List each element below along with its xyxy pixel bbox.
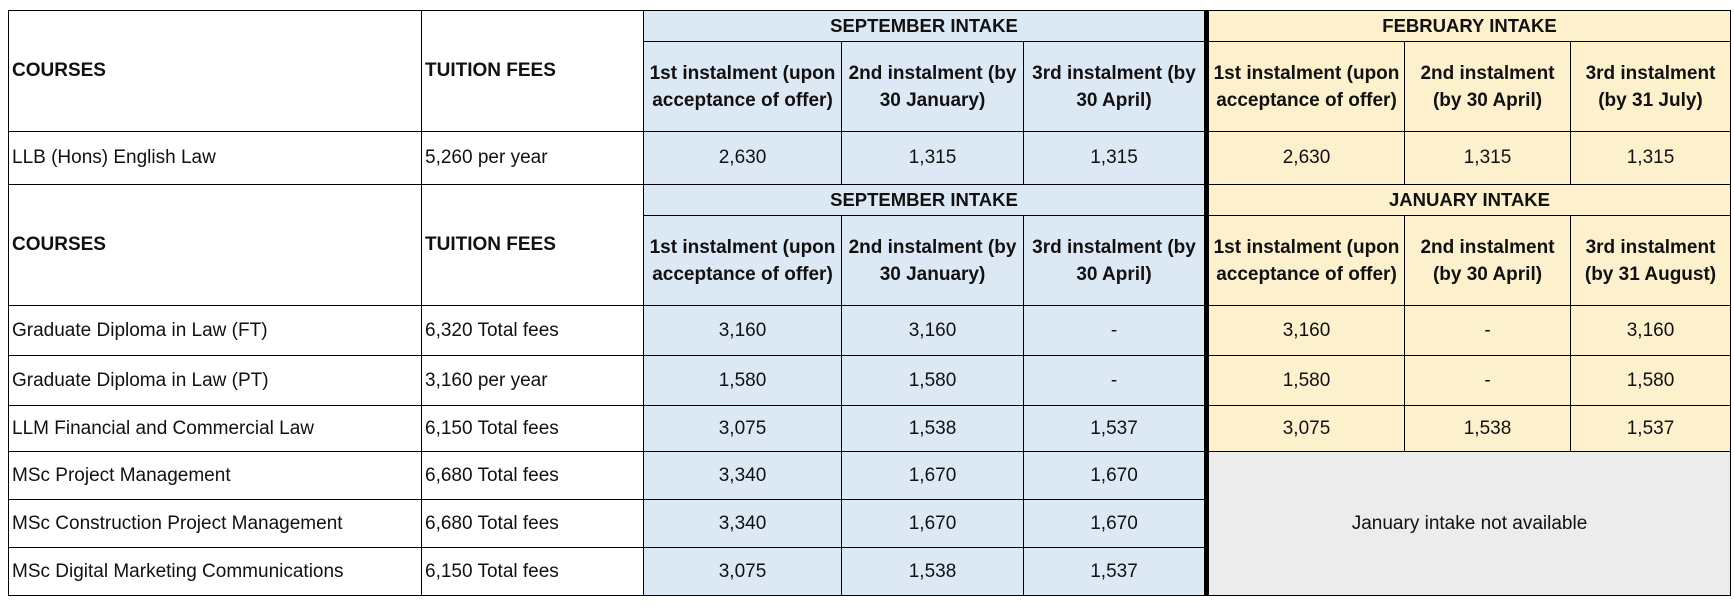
instalment-header: 1st instalment (upon acceptance of offer): [1207, 42, 1405, 132]
course-fee: 6,320 Total fees: [422, 306, 644, 356]
january-intake-header: JANUARY INTAKE: [1207, 185, 1731, 216]
instalment-value: -: [1024, 306, 1207, 356]
course-name: MSc Project Management: [9, 452, 422, 500]
tuition-fees-header: TUITION FEES: [422, 185, 644, 306]
table-row: [9, 306, 1731, 356]
instalment-header: 1st instalment (upon acceptance of offer): [644, 42, 842, 132]
september-intake-header: SEPTEMBER INTAKE: [644, 11, 1207, 42]
february-intake-header: FEBRUARY INTAKE: [1207, 11, 1731, 42]
tuition-fees-header: TUITION FEES: [422, 11, 644, 132]
course-fee: 5,260 per year: [422, 132, 644, 185]
table-row: [9, 452, 1731, 500]
instalment-header: 2nd instalment (by 30 April): [1405, 42, 1571, 132]
instalment-value: 1,315: [1571, 132, 1731, 185]
instalment-value: 1,670: [1024, 500, 1207, 548]
instalment-value: -: [1024, 356, 1207, 406]
course-fee: 3,160 per year: [422, 356, 644, 406]
course-name: MSc Construction Project Management: [9, 500, 422, 548]
course-name: Graduate Diploma in Law (FT): [9, 306, 422, 356]
september-intake-header: SEPTEMBER INTAKE: [644, 185, 1207, 216]
instalment-header: 3rd instalment (by 30 April): [1024, 216, 1207, 306]
instalment-value: 1,580: [1207, 356, 1405, 406]
course-name: MSc Digital Marketing Communications: [9, 548, 422, 596]
course-fee: 6,150 Total fees: [422, 548, 644, 596]
instalment-value: 3,160: [644, 306, 842, 356]
instalment-value: 1,538: [1405, 406, 1571, 452]
course-name: LLM Financial and Commercial Law: [9, 406, 422, 452]
intake-not-available-note: January intake not available: [1207, 452, 1731, 596]
instalment-value: 1,538: [842, 406, 1024, 452]
instalment-value: 1,537: [1024, 406, 1207, 452]
instalment-header: 1st instalment (upon acceptance of offer): [1207, 216, 1405, 306]
instalment-value: 1,670: [842, 500, 1024, 548]
instalment-value: -: [1405, 356, 1571, 406]
instalment-value: 3,160: [842, 306, 1024, 356]
course-fee: 6,680 Total fees: [422, 452, 644, 500]
instalment-value: 1,670: [842, 452, 1024, 500]
course-name: LLB (Hons) English Law: [9, 132, 422, 185]
instalment-value: 3,160: [1207, 306, 1405, 356]
courses-header: COURSES: [9, 11, 422, 132]
instalment-header: 2nd instalment (by 30 January): [842, 42, 1024, 132]
instalment-value: 1,538: [842, 548, 1024, 596]
table-row: [9, 406, 1731, 452]
instalment-value: 3,340: [644, 500, 842, 548]
instalment-value: 1,580: [1571, 356, 1731, 406]
instalment-header: 2nd instalment (by 30 April): [1405, 216, 1571, 306]
instalment-value: 1,315: [1024, 132, 1207, 185]
instalment-header: 3rd instalment (by 31 August): [1571, 216, 1731, 306]
tuition-fees-table: [8, 10, 1731, 596]
instalment-header: 3rd instalment (by 30 April): [1024, 42, 1207, 132]
instalment-value: 2,630: [644, 132, 842, 185]
instalment-value: 1,315: [842, 132, 1024, 185]
instalment-value: 1,670: [1024, 452, 1207, 500]
instalment-header: 1st instalment (upon acceptance of offer): [644, 216, 842, 306]
table-row: [9, 132, 1731, 185]
instalment-value: 3,075: [1207, 406, 1405, 452]
instalment-value: 3,160: [1571, 306, 1731, 356]
instalment-value: 3,075: [644, 548, 842, 596]
instalment-value: 1,537: [1024, 548, 1207, 596]
instalment-value: -: [1405, 306, 1571, 356]
instalment-value: 1,580: [842, 356, 1024, 406]
course-fee: 6,680 Total fees: [422, 500, 644, 548]
course-fee: 6,150 Total fees: [422, 406, 644, 452]
instalment-header: 3rd instalment (by 31 July): [1571, 42, 1731, 132]
instalment-value: 1,580: [644, 356, 842, 406]
instalment-value: 1,315: [1405, 132, 1571, 185]
instalment-value: 2,630: [1207, 132, 1405, 185]
instalment-value: 3,075: [644, 406, 842, 452]
courses-header: COURSES: [9, 185, 422, 306]
instalment-value: 3,340: [644, 452, 842, 500]
table-row: [9, 356, 1731, 406]
instalment-value: 1,537: [1571, 406, 1731, 452]
instalment-header: 2nd instalment (by 30 January): [842, 216, 1024, 306]
course-name: Graduate Diploma in Law (PT): [9, 356, 422, 406]
